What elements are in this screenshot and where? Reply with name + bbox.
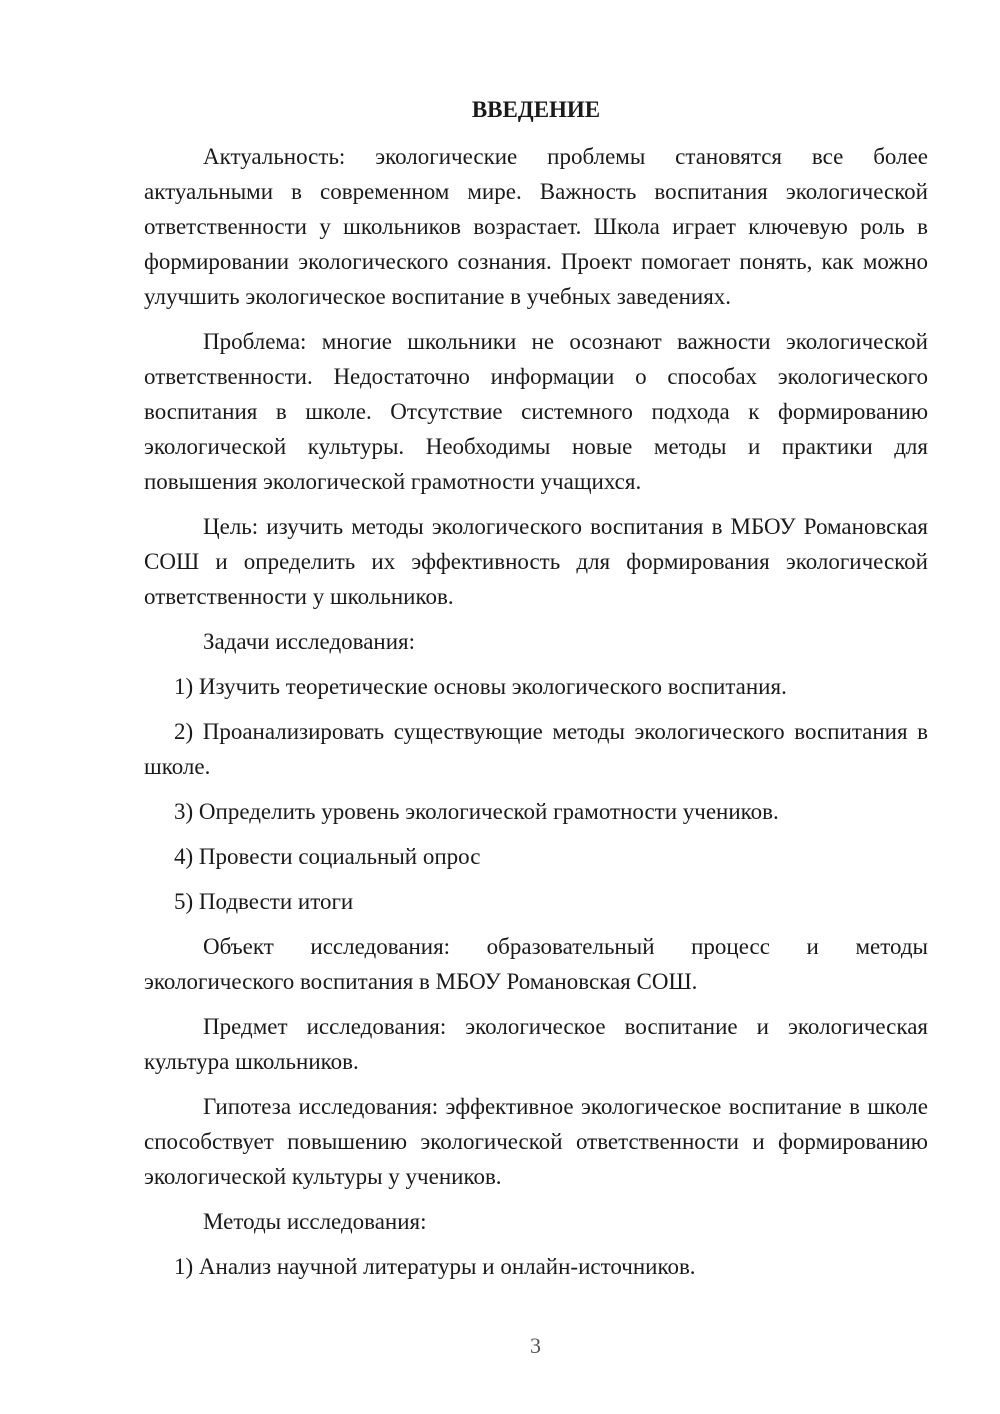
section-title: ВВЕДЕНИЕ (471, 97, 601, 122)
document-page (144, 92, 928, 1294)
task-item-1: 1) Изучить теоретические основы экологического воспитания. (174, 674, 787, 699)
methods-heading: Методы исследования: (203, 1209, 427, 1234)
paragraph-actuality: Актуальность: экологические проблемы становятся все более актуальными в современном мире. Важность воспитания экологической ответственности у школьников возрастает. Школа играет ключевую роль в формировании экологического сознания. Проект помогает понять, как можно улучшить экологическое воспитание в учебных заведениях. (144, 144, 928, 309)
tasks-heading: Задачи исследования: (203, 629, 416, 654)
paragraph-goal: Цель: изучить методы экологического воспитания в МБОУ Романовская СОШ и определить их эффективность для формирования экологической ответственности у школьников. (144, 514, 928, 609)
task-item-3: 3) Определить уровень экологической грамотности учеников. (174, 799, 779, 824)
paragraph-subject: Предмет исследования: экологическое воспитание и экологическая культура школьников. (144, 1014, 928, 1074)
paragraph-object: Объект исследования: образовательный процесс и методы экологического воспитания в МБОУ Романовская СОШ. (144, 934, 928, 994)
method-item-1: 1) Анализ научной литературы и онлайн-источников. (174, 1254, 696, 1279)
paragraph-hypothesis: Гипотеза исследования: эффективное экологическое воспитание в школе способствует повышению экологической ответственности и формированию экологической культуры у учеников. (144, 1094, 928, 1189)
task-item-5: 5) Подвести итоги (174, 889, 354, 914)
page-number: 3 (530, 1333, 541, 1358)
paragraph-problem: Проблема: многие школьники не осознают важности экологической ответственности. Недостаточно информации о способах экологического воспитания в школе. Отсутствие системного подхода к формированию экологической культуры. Необходимы новые методы и практики для повышения экологической грамотности учащихся. (144, 329, 928, 494)
task-item-4: 4) Провести социальный опрос (174, 844, 481, 869)
task-item-2: 2) Проанализировать существующие методы экологического воспитания в школе. (144, 719, 928, 779)
